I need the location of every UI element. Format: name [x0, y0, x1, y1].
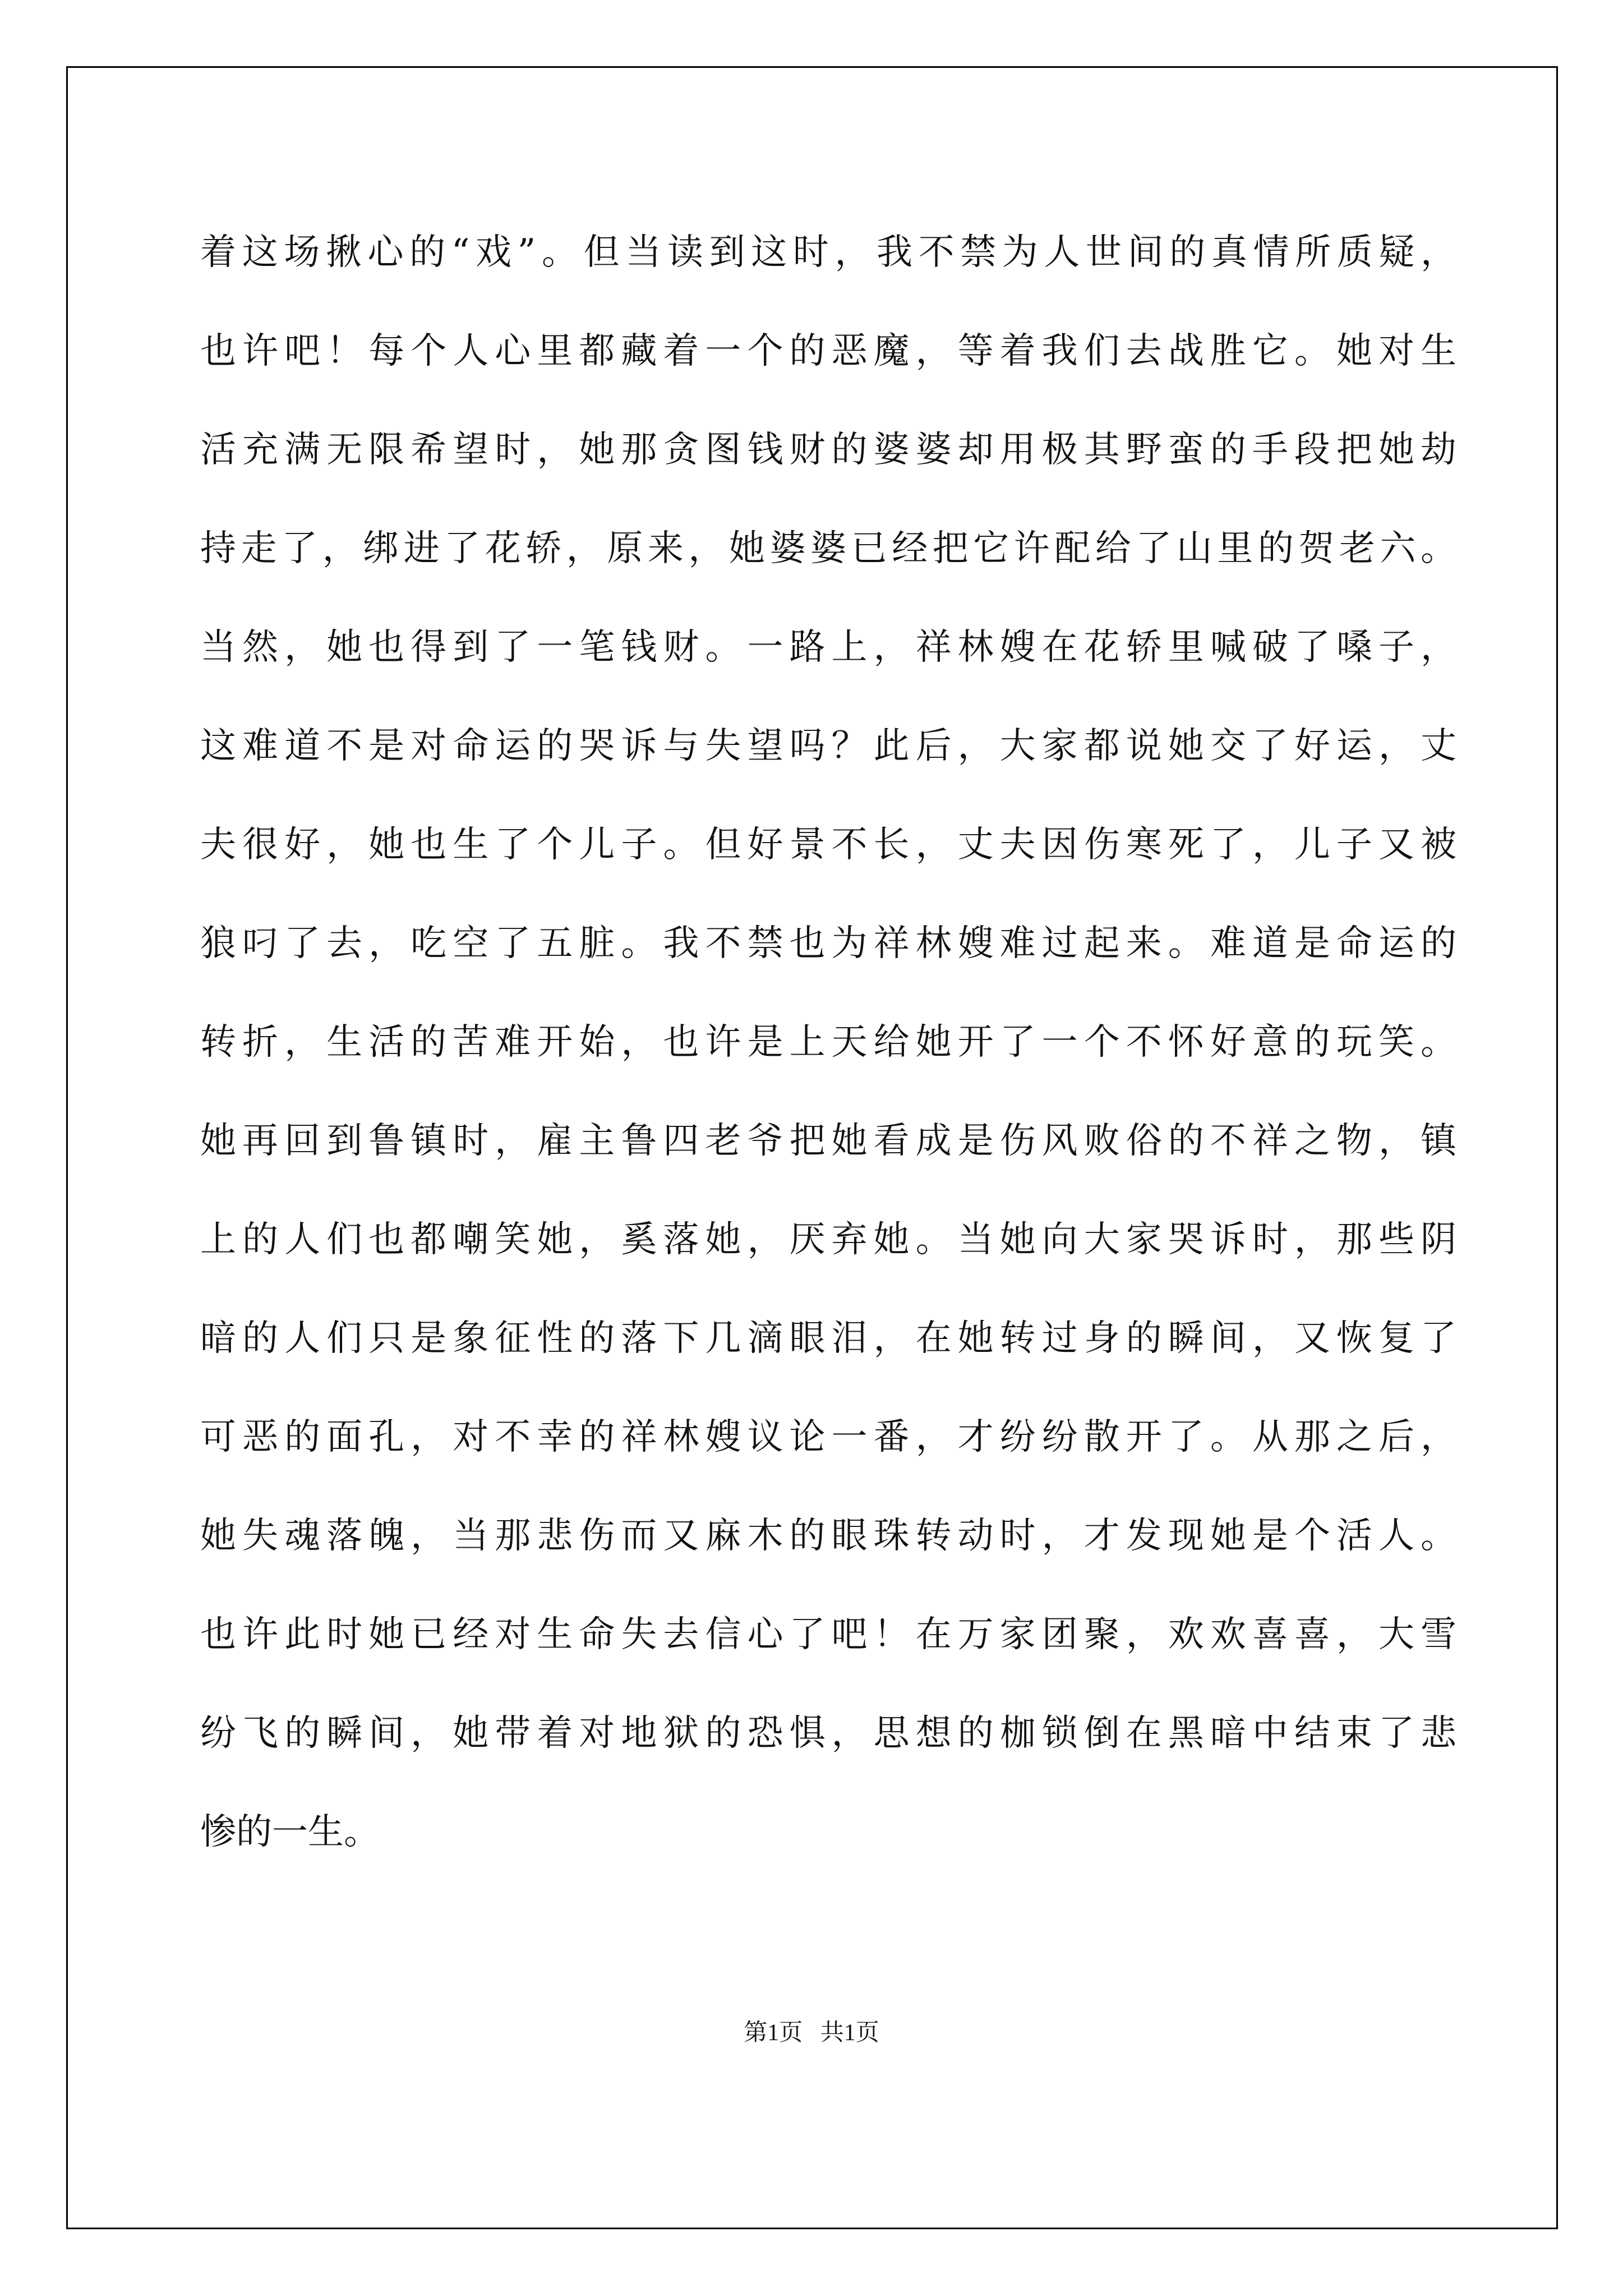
- text-line: 也许此时她已经对生命失去信心了吧！在万家团聚，欢欢喜喜，大雪: [200, 1614, 1456, 1655]
- text-line: 可恶的面孔，对不幸的祥林嫂议论一番，才纷纷散开了。从那之后，: [200, 1416, 1456, 1458]
- text-line: 活充满无限希望时，她那贪图钱财的婆婆却用极其野蛮的手段把她劫: [200, 429, 1456, 471]
- text-line: 纷飞的瞬间，她带着对地狱的恐惧，思想的枷锁倒在黑暗中结束了悲: [200, 1713, 1456, 1754]
- text-line: 狼叼了去，吃空了五脏。我不禁也为祥林嫂难过起来。难道是命运的: [200, 923, 1456, 964]
- text-line: 着这场揪心的“戏”。但当读到这时，我不禁为人世间的真情所质疑，: [200, 232, 1456, 273]
- text-line: 这难道不是对命运的哭诉与失望吗？此后，大家都说她交了好运，丈: [200, 725, 1456, 767]
- text-line: 也许吧！每个人心里都藏着一个的恶魔，等着我们去战胜它。她对生: [200, 330, 1456, 372]
- text-line: 上的人们也都嘲笑她，奚落她，厌弃她。当她向大家哭诉时，那些阴: [200, 1219, 1456, 1260]
- text-line: 转折，生活的苦难开始，也许是上天给她开了一个不怀好意的玩笑。: [200, 1022, 1456, 1063]
- text-line: 暗的人们只是象征性的落下几滴眼泪，在她转过身的瞬间，又恢复了: [200, 1318, 1456, 1359]
- page-footer: 第1页 共1页: [744, 2020, 879, 2046]
- text-line: 她失魂落魄，当那悲伤而又麻木的眼珠转动时，才发现她是个活人。: [200, 1515, 1456, 1557]
- text-line: 夫很好，她也生了个儿子。但好景不长，丈夫因伤寒死了，儿子又被: [200, 824, 1456, 866]
- document-body: [200, 203, 1456, 1881]
- text-line: 持走了，绑进了花轿，原来，她婆婆已经把它许配给了山里的贺老六。: [200, 528, 1456, 569]
- text-line: 她再回到鲁镇时，雇主鲁四老爷把她看成是伤风败俗的不祥之物，镇: [200, 1120, 1456, 1162]
- text-line: 当然，她也得到了一笔钱财。一路上，祥林嫂在花轿里喊破了嗓子，: [200, 627, 1456, 668]
- text-line-last: 惨的一生。: [200, 1811, 380, 1853]
